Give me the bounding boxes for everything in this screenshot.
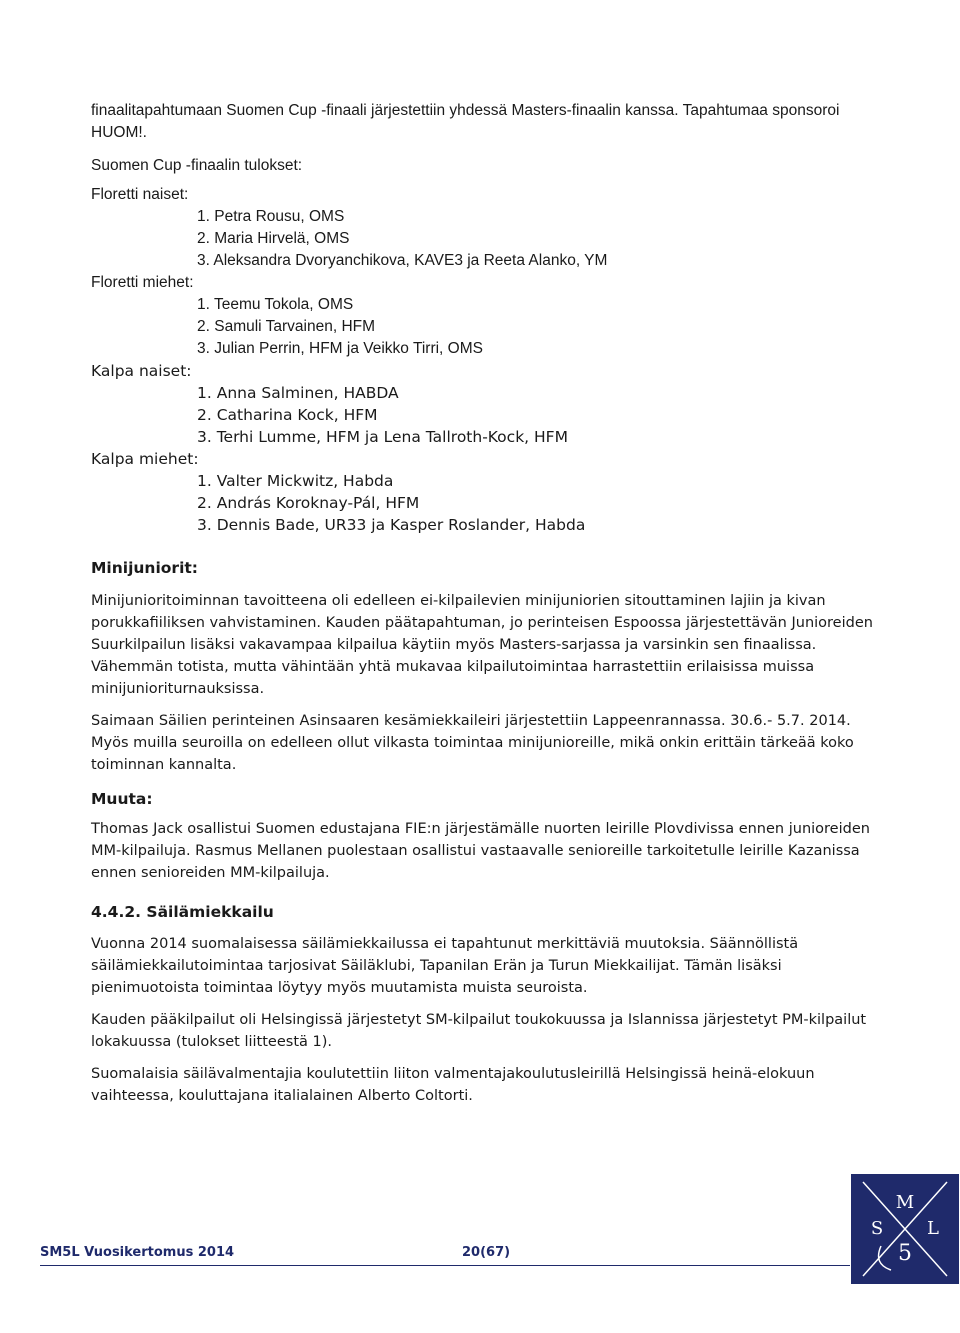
logo-letter-l: L bbox=[927, 1218, 939, 1239]
section-paragraph: Suomalaisia säilävalmentajia koulutettiin liiton valmentajakoulutusleirillä Helsingissä heinä-elokuun vaihteessa, kouluttajana italialainen Alberto Coltorti. bbox=[91, 1066, 815, 1104]
category-label: Floretti naiset: bbox=[91, 186, 189, 203]
section-paragraph: Vuonna 2014 suomalaisessa säilämiekkailussa ei tapahtunut merkittäviä muutoksia. Säännöllistä säilämiekkailutoimintaa tarjosivat Säiläklubi, Tapanilan Erän ja Turun Miekkailijat. Tämän lisäksi pienimuotoista toimintaa löytyy myös muutamista muista seuroista. bbox=[91, 936, 799, 996]
sm5l-logo bbox=[851, 1174, 959, 1284]
result-item: 2. Maria Hirvelä, OMS bbox=[197, 230, 350, 247]
category-label: Floretti miehet: bbox=[91, 274, 194, 291]
muuta-paragraph: Thomas Jack osallistui Suomen edustajana FIE:n järjestämälle nuorten leirille Plovdivissa ennen junioreiden MM-kilpailuja. Rasmus Mellanen puolestaan osallistui vastaavalle senioreille tarkoitetulle leirille Kazanissa ennen senioreiden MM-kilpailuja. bbox=[91, 821, 870, 881]
result-item: 1. Petra Rousu, OMS bbox=[197, 208, 345, 225]
intro-paragraph: finaalitapahtumaan Suomen Cup -finaali järjestettiin yhdessä Masters-finaalin kanssa. Tapahtumaa sponsoroi HUOM!. bbox=[91, 102, 840, 141]
logo-digit-5: 5 bbox=[898, 1241, 912, 1266]
minijuniorit-heading: Minijuniorit: bbox=[91, 559, 198, 577]
result-item: 3. Aleksandra Dvoryanchikova, KAVE3 ja Reeta Alanko, YM bbox=[197, 252, 608, 269]
result-item: 1. Teemu Tokola, OMS bbox=[197, 296, 354, 313]
section-paragraph: Kauden pääkilpailut oli Helsingissä järjestetyt SM-kilpailut toukokuussa ja Islannissa järjestetyt PM-kilpailut lokakuussa (tulokset liitteestä 1). bbox=[91, 1012, 867, 1050]
minijuniorit-paragraph: Saimaan Säilien perinteinen Asinsaaren kesämiekkaileiri järjestettiin Lappeenrannassa. 30.6.- 5.7. 2014. Myös muilla seuroilla on edelleen ollut vilkasta toimintaa minijunioreille, mikä onkin erittäin tärkeää koko toiminnan kannalta. bbox=[91, 713, 854, 773]
footer-divider bbox=[40, 1265, 850, 1266]
category-label: Kalpa miehet: bbox=[91, 450, 199, 468]
result-item: 2. András Koroknay-Pál, HFM bbox=[197, 494, 420, 512]
logo-letter-s: S bbox=[870, 1218, 884, 1239]
muuta-heading: Muuta: bbox=[91, 790, 153, 808]
result-item: 3. Julian Perrin, HFM ja Veikko Tirri, OMS bbox=[197, 340, 483, 357]
result-item: 3. Dennis Bade, UR33 ja Kasper Roslander, Habda bbox=[197, 516, 586, 534]
category-label: Kalpa naiset: bbox=[91, 362, 192, 380]
result-item: 2. Samuli Tarvainen, HFM bbox=[197, 318, 376, 335]
page-number: 20(67) bbox=[462, 1245, 511, 1260]
result-item: 1. Valter Mickwitz, Habda bbox=[197, 472, 394, 490]
result-item: 2. Catharina Kock, HFM bbox=[197, 406, 378, 424]
section-heading: 4.4.2. Säilämiekkailu bbox=[91, 903, 274, 921]
result-item: 3. Terhi Lumme, HFM ja Lena Tallroth-Kock, HFM bbox=[197, 428, 568, 446]
result-item: 1. Anna Salminen, HABDA bbox=[197, 384, 399, 402]
minijuniorit-paragraph: Minijunioritoiminnan tavoitteena oli edelleen ei-kilpailevien minijuniorien sitouttaminen lajiin ja kivan porukkafiiliksen vahvistaminen. Kauden päätapahtuman, jo perinteisen Espoossa järjestettävän Junioreiden Suurkilpailun lisäksi vakavampaa kilpailua käytiin myös Masters-sarjassa ja varsinkin sen finaalissa. Vähemmän totista, mutta vähintään yhtä mukavaa kilpailutoimintaa harrastettiin erilaisissa muissa minijunioriturnauksissa. bbox=[91, 593, 873, 697]
logo-emblem-icon bbox=[851, 1174, 959, 1284]
logo-letter-m: M bbox=[895, 1192, 915, 1213]
results-heading: Suomen Cup -finaalin tulokset: bbox=[91, 157, 303, 174]
footer-title: SM5L Vuosikertomus 2014 bbox=[40, 1245, 235, 1260]
